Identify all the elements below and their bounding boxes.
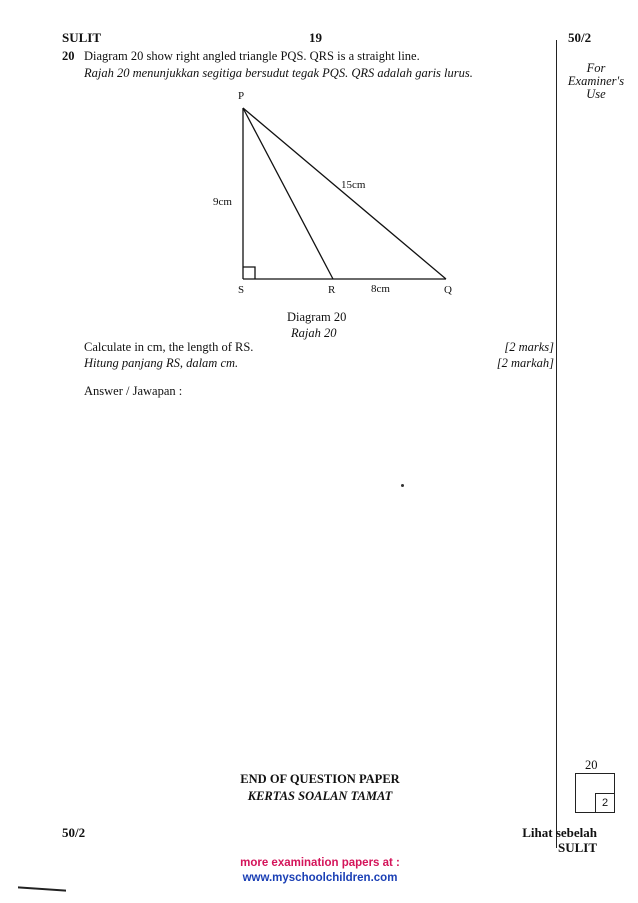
point-p-label: P	[238, 90, 245, 102]
question-number: 20	[62, 49, 75, 63]
page-number: 19	[309, 30, 322, 45]
side-pq	[243, 108, 446, 279]
watermark-line: more examination papers at :	[240, 857, 400, 869]
length-ps-label: 9cm	[213, 196, 232, 208]
footer-paper-code: 50/2	[62, 825, 86, 840]
watermark-link[interactable]: www.myschoolchildren.com	[242, 872, 398, 884]
question-text-ms: Rajah 20 menunjukkan segitiga bersudut tegak PQS. QRS adalah garis lurus.	[84, 66, 473, 80]
examiner-for: For	[586, 61, 606, 75]
answer-label: Answer / Jawapan :	[84, 384, 183, 398]
stray-mark	[401, 484, 404, 487]
point-q-label: Q	[444, 284, 452, 296]
point-r-label: R	[328, 284, 336, 296]
length-rq-label: 8cm	[371, 283, 390, 295]
marks-ms: [2 markah]	[496, 356, 554, 370]
footer-lihat-sebelah: Lihat sebelah	[522, 825, 597, 840]
paper-code: 50/2	[568, 30, 592, 45]
header-sulit: SULIT	[62, 30, 102, 45]
end-of-paper-en: END OF QUESTION PAPER	[240, 772, 400, 786]
marks-en: [2 marks]	[504, 340, 554, 354]
point-s-label: S	[238, 284, 245, 296]
score-total: 20	[585, 758, 598, 772]
right-angle-marker	[243, 267, 255, 279]
diagram-caption-ms: Rajah 20	[291, 326, 337, 340]
question-text-en: Diagram 20 show right angled triangle PQS. QRS is a straight line.	[84, 49, 420, 63]
end-of-paper-ms: KERTAS SOALAN TAMAT	[247, 789, 393, 803]
footer-sulit: SULIT	[557, 840, 597, 855]
diagram-caption-en: Diagram 20	[287, 310, 347, 324]
length-pq-label: 15cm	[341, 179, 366, 191]
task-text-ms: Hitung panjang RS, dalam cm.	[84, 356, 239, 370]
task-text-en: Calculate in cm, the length of RS.	[84, 340, 254, 354]
score-box-marks: 2	[595, 793, 615, 813]
examiner-use: Use	[586, 87, 606, 101]
line-pr	[243, 108, 333, 279]
examiner-examiners: Examiner's	[567, 74, 625, 88]
